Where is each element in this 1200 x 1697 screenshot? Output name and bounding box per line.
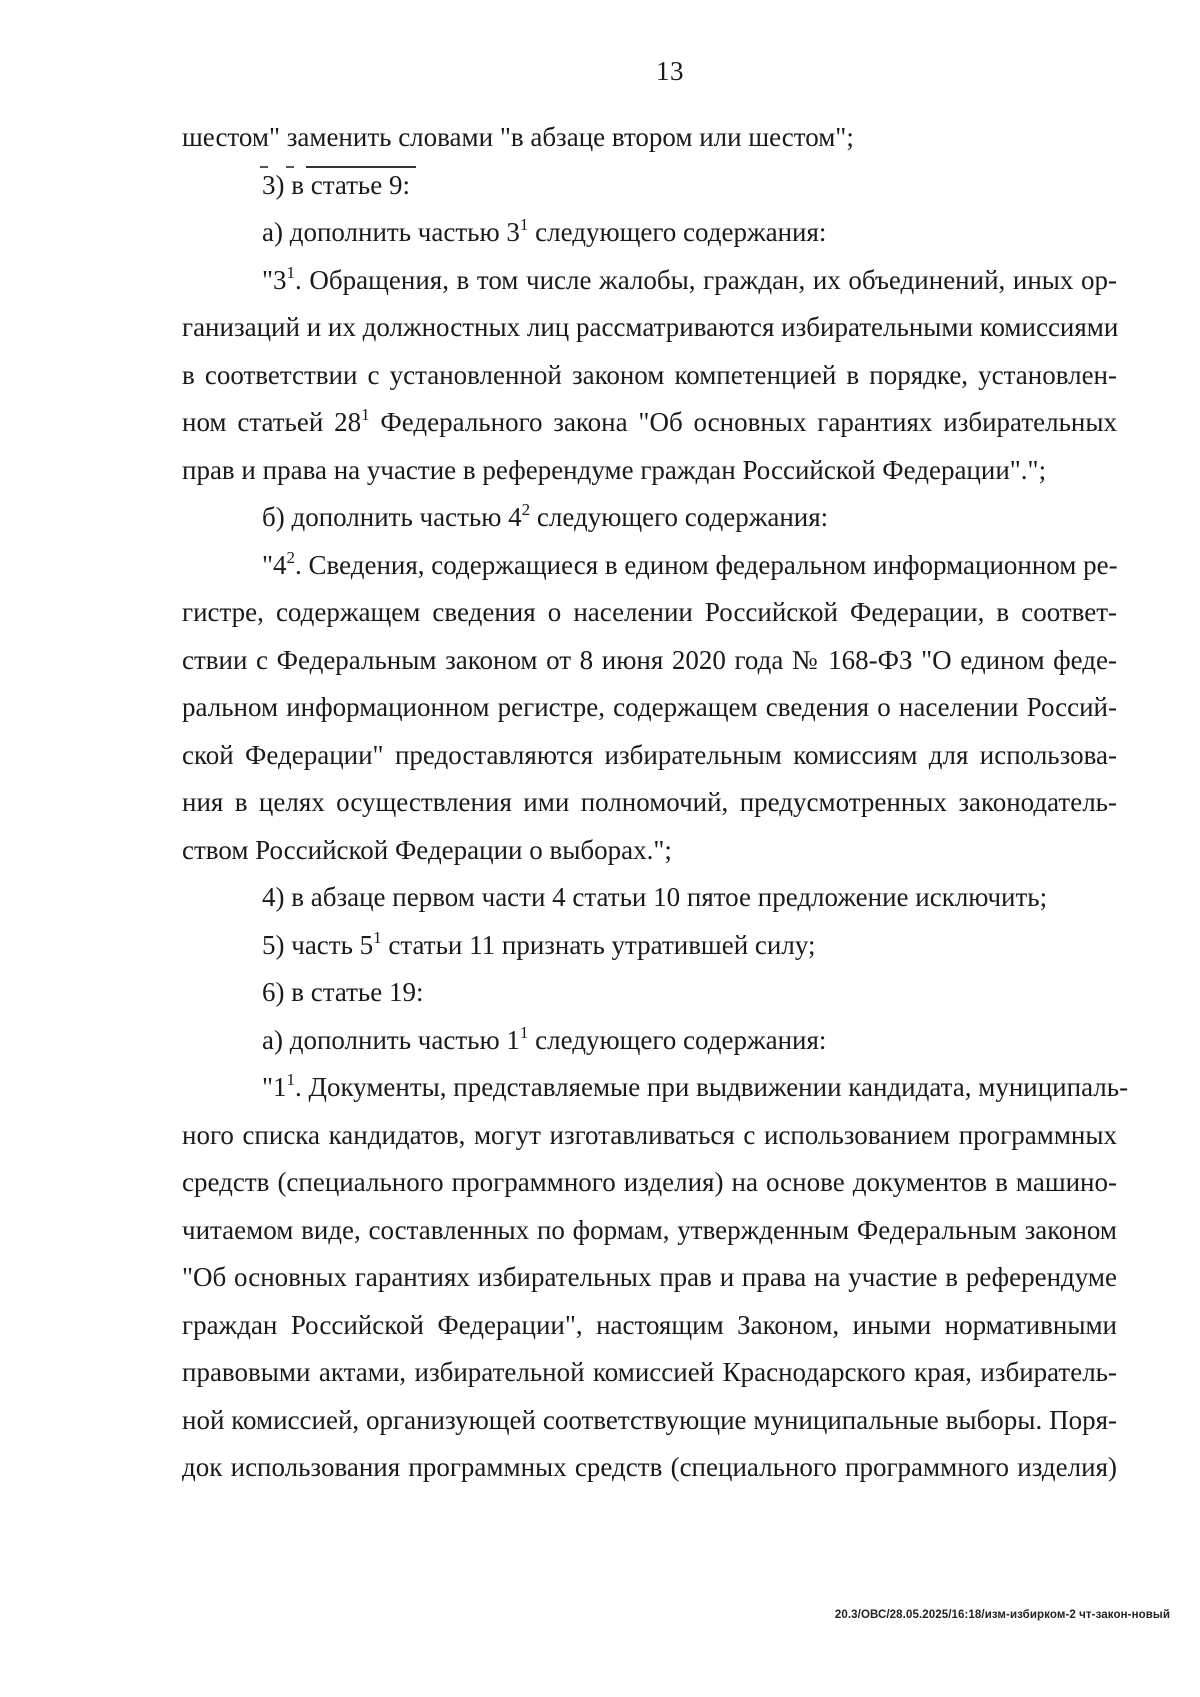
document-body bbox=[182, 114, 1129, 1492]
text-prefix: 5) часть 5 bbox=[262, 929, 374, 960]
paragraph-quote-3-1 bbox=[182, 257, 1117, 495]
text-line: "Об основных гарантиях избирательных прав и права на участие в референдуме bbox=[182, 1262, 1117, 1292]
text-line: граждан Российской Федерации", настоящим Законом, иными нормативными bbox=[182, 1309, 1117, 1340]
page-number: 13 bbox=[656, 56, 684, 86]
text-suffix: следующего содержания: bbox=[528, 217, 827, 247]
text-line: ствии с Федеральным законом от 8 июня 2020 года № 168-ФЗ "О едином феде- bbox=[182, 644, 1117, 675]
superscript: 1 bbox=[286, 262, 296, 282]
text-line: "$1^1$. Документы, представляемые при выдвижении кандидата, муниципаль- bbox=[262, 1070, 1129, 1102]
superscript: 1 bbox=[519, 215, 529, 234]
text-line: ральном информационном регистре, содержащем сведения о населении Россий- bbox=[182, 692, 1117, 722]
text-suffix: статьи 11 признать утратившей силу; bbox=[381, 929, 816, 960]
superscript: 2 bbox=[286, 547, 296, 567]
text-suffix: следующего содержания: bbox=[530, 502, 829, 532]
text-line: читаемом виде, составленных по формам, утвержденным Федеральным законом bbox=[182, 1214, 1117, 1245]
text-line: ного списка кандидатов, могут изготавливаться с использованием программных bbox=[182, 1119, 1117, 1150]
text-line: ством Российской Федерации о выборах."; bbox=[182, 834, 672, 865]
text-suffix: следующего содержания: bbox=[528, 1024, 827, 1055]
superscript: 2 bbox=[521, 500, 531, 519]
paragraph-quote-1-1 bbox=[182, 1064, 1129, 1492]
paragraph-item-3 bbox=[182, 162, 1117, 210]
text-line: ской Федерации" предоставляются избирательным комиссиям для использова- bbox=[182, 739, 1117, 770]
text-line: правовыми актами, избирательной комиссией Краснодарского края, избиратель- bbox=[182, 1357, 1117, 1387]
paragraph-item-3a bbox=[182, 209, 1117, 257]
text-line: ной комиссией, организующей соответствующие муниципальные выборы. Поря- bbox=[182, 1404, 1117, 1435]
paragraph-item-5 bbox=[182, 922, 1117, 970]
text-line: гистре, содержащем сведения о населении Российской Федерации, в соответ- bbox=[182, 597, 1117, 627]
text-line: 6) в статье 19: bbox=[262, 977, 424, 1007]
text-line: "$3^1$. Обращения, в том числе жалобы, граждан, их объединений, иных ор- bbox=[262, 262, 1117, 295]
superscript: 1 bbox=[373, 927, 382, 947]
text-line: док использования программных средств (специального программного изделия) bbox=[182, 1452, 1117, 1482]
text-line: 4) в абзаце первом части 4 статьи 10 пятое предложение исключить; bbox=[262, 882, 1048, 912]
text-prefix: а) дополнить частью 1 bbox=[262, 1024, 520, 1055]
paragraph-item-4 bbox=[182, 874, 1117, 922]
text-line: "$4^2$. Сведения, содержащиеся в едином федеральном информационном ре- bbox=[262, 547, 1118, 580]
text-prefix: б) дополнить частью 4 bbox=[262, 502, 522, 532]
text-line: ном статьей $28^1$ Федерального закона "Об основных гарантиях избирательных bbox=[182, 405, 1117, 437]
text-line: прав и права на участие в референдуме граждан Российской Федерации"."; bbox=[182, 454, 1047, 485]
superscript: 1 bbox=[519, 1022, 529, 1042]
paragraph-continuation bbox=[182, 114, 1117, 162]
text-line: ганизаций и их должностных лиц рассматриваются избирательными комиссиями bbox=[182, 312, 1119, 342]
paragraph-item-3b bbox=[182, 494, 1117, 542]
paragraph-item-6 bbox=[182, 969, 1117, 1017]
text-line: средств (специального программного изделия) на основе документов в машино- bbox=[182, 1167, 1117, 1197]
text-line: ния в целях осуществления ими полномочий, предусмотренных законодатель- bbox=[182, 787, 1117, 817]
document-footer-code: 20.3/ОВС/28.05.2025/16:18/изм-избирком-2 чт-закон-новый bbox=[834, 1609, 1170, 1621]
text-line: 3) в статье 9: bbox=[262, 169, 410, 200]
text-prefix: а) дополнить частью 3 bbox=[262, 217, 520, 247]
text-line: шестом" заменить словами "в абзаце втором или шестом"; bbox=[182, 122, 854, 152]
superscript: 1 bbox=[361, 405, 370, 424]
paragraph-item-6a bbox=[182, 1017, 1117, 1065]
superscript: 1 bbox=[286, 1070, 296, 1089]
text-line: в соответствии с установленной законом компетенцией в порядке, установлен- bbox=[182, 359, 1117, 390]
paragraph-quote-4-2 bbox=[182, 542, 1117, 875]
